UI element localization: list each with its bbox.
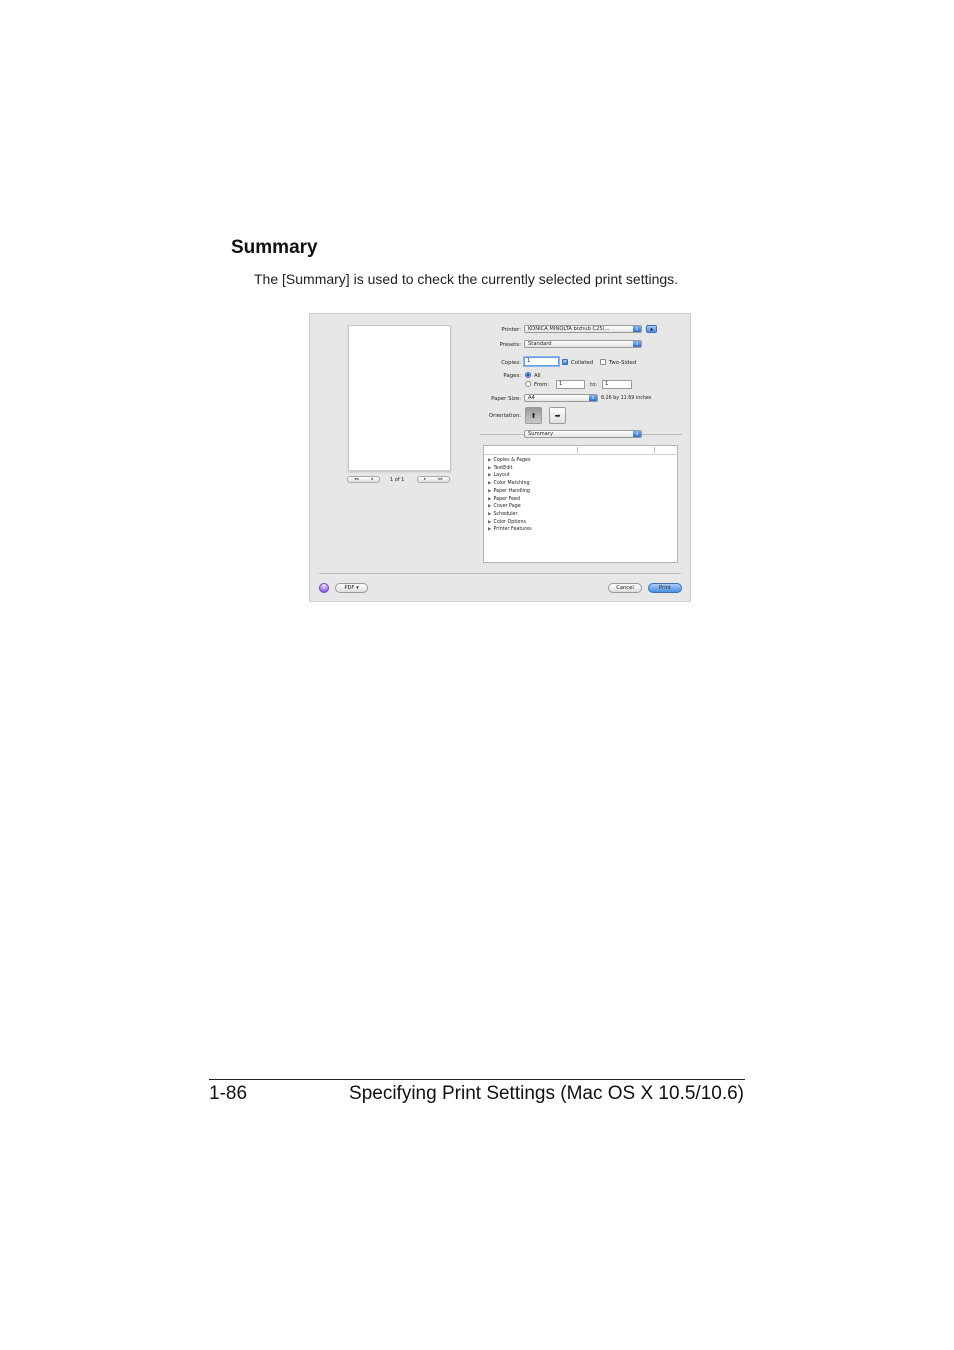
pages-to-input[interactable]: 1 <box>602 380 632 389</box>
cancel-button[interactable]: Cancel <box>608 583 642 593</box>
disclosure-triangle-icon[interactable]: ▶ <box>488 458 492 463</box>
disclosure-triangle-icon[interactable]: ▶ <box>488 527 492 533</box>
disclosure-triangle-icon[interactable]: ▶ <box>488 473 492 479</box>
print-button[interactable]: Print <box>648 583 682 593</box>
page-number: 1-86 <box>209 1083 248 1104</box>
paper-dimensions: 8.26 by 11.69 inches <box>601 396 652 401</box>
summary-item-layout[interactable]: ▶ Layout <box>488 473 510 479</box>
summary-list-box[interactable] <box>483 445 678 563</box>
pages-from-radio[interactable] <box>525 381 531 387</box>
help-button[interactable]: ? <box>319 583 329 593</box>
chevron-updown-icon: ⇕ <box>633 431 641 437</box>
pages-all-radio[interactable] <box>525 372 531 378</box>
presets-select[interactable] <box>524 340 642 348</box>
preview-first-prev-buttons[interactable] <box>347 476 380 483</box>
first-page-icon[interactable]: ◂◂ <box>354 477 359 482</box>
disclosure-button[interactable] <box>646 325 657 333</box>
summary-item-color-matching[interactable]: ▶ Color Matching <box>488 481 530 487</box>
copies-label: Copies: <box>501 360 521 366</box>
summary-item-cover-page[interactable]: ▶ Cover Page <box>488 504 521 510</box>
orientation-label: Orientation: <box>488 413 521 419</box>
orientation-landscape-button[interactable] <box>549 407 566 424</box>
chevron-updown-icon: ⇕ <box>589 395 597 401</box>
summary-items <box>484 455 677 534</box>
two-sided-label: Two-Sided <box>609 360 637 366</box>
page-indicator: 1 of 1 <box>390 477 405 483</box>
column-separator <box>577 447 578 453</box>
printer-value: KONICA MINOLTA bizhub C25(... <box>528 326 610 332</box>
pages-all-label: All <box>534 373 541 379</box>
preview-next-last-buttons[interactable] <box>417 476 450 483</box>
summary-item-paper-handling[interactable]: ▶ Paper Handling <box>488 488 530 494</box>
pages-from-input[interactable]: 1 <box>556 380 585 389</box>
paper-size-label: Paper Size: <box>491 396 521 402</box>
chapter-title: Specifying Print Settings (Mac OS X 10.5/10.6) <box>349 1083 744 1104</box>
pdf-button[interactable]: PDF ▾ <box>335 583 368 593</box>
orientation-portrait-button[interactable] <box>525 407 542 424</box>
presets-value: Standard <box>528 341 552 347</box>
previous-page-icon[interactable]: ◂ <box>370 477 373 482</box>
section-description: The [Summary] is used to check the currently selected print settings. <box>254 271 679 287</box>
last-page-icon[interactable]: ▸▸ <box>438 477 443 482</box>
paper-size-select[interactable] <box>524 394 598 402</box>
disclosure-triangle-icon[interactable]: ▶ <box>488 481 492 487</box>
collated-label: Collated <box>571 360 594 366</box>
printer-label: Printer: <box>501 327 521 333</box>
summary-item-printer-features[interactable]: ▶ Printer Features <box>488 527 532 533</box>
next-page-icon[interactable]: ▸ <box>424 477 427 482</box>
pages-to-label: to: <box>590 382 598 388</box>
page-preview <box>348 325 451 471</box>
panel-select[interactable] <box>524 430 642 438</box>
presets-label: Presets: <box>499 342 521 348</box>
landscape-icon: ➡ <box>554 411 561 420</box>
printer-select[interactable] <box>524 325 642 333</box>
disclosure-triangle-icon[interactable]: ▶ <box>488 465 492 471</box>
panel-select-value: Summary <box>528 431 554 437</box>
disclosure-triangle-icon[interactable]: ▶ <box>488 511 492 517</box>
disclosure-triangle-icon[interactable]: ▶ <box>488 496 492 502</box>
disclosure-triangle-icon[interactable]: ▶ <box>488 488 492 494</box>
two-sided-checkbox[interactable] <box>600 359 606 365</box>
disclosure-triangle-icon[interactable]: ▶ <box>488 504 492 510</box>
chevron-updown-icon: ⇕ <box>633 326 641 332</box>
copies-input[interactable]: 1 <box>524 357 559 366</box>
column-separator <box>654 447 655 453</box>
summary-item-copies-pages[interactable]: ▶ Copies & Pages <box>488 458 531 463</box>
summary-item-color-options[interactable]: ▶ Color Options <box>488 519 527 525</box>
summary-item-textedit[interactable]: ▶ TextEdit <box>488 465 513 471</box>
paper-size-value: A4 <box>528 395 535 401</box>
bottom-divider <box>319 573 681 574</box>
collated-checkbox[interactable]: ✓ <box>563 359 568 365</box>
disclosure-triangle-icon[interactable]: ▶ <box>488 519 492 525</box>
summary-item-scheduler[interactable]: ▶ Scheduler <box>488 511 518 517</box>
summary-item-paper-feed[interactable]: ▶ Paper Feed <box>488 496 521 502</box>
print-dialog-screenshot <box>309 313 691 602</box>
portrait-icon: ⬆ <box>530 411 537 420</box>
footer-rule <box>209 1079 745 1080</box>
chevron-updown-icon: ⇕ <box>633 341 641 347</box>
chevron-up-icon: ▲ <box>649 326 654 331</box>
pages-label: Pages: <box>503 373 521 379</box>
summary-list-header <box>484 446 677 455</box>
pages-from-label: From: <box>534 382 550 388</box>
section-title: Summary <box>231 237 318 258</box>
